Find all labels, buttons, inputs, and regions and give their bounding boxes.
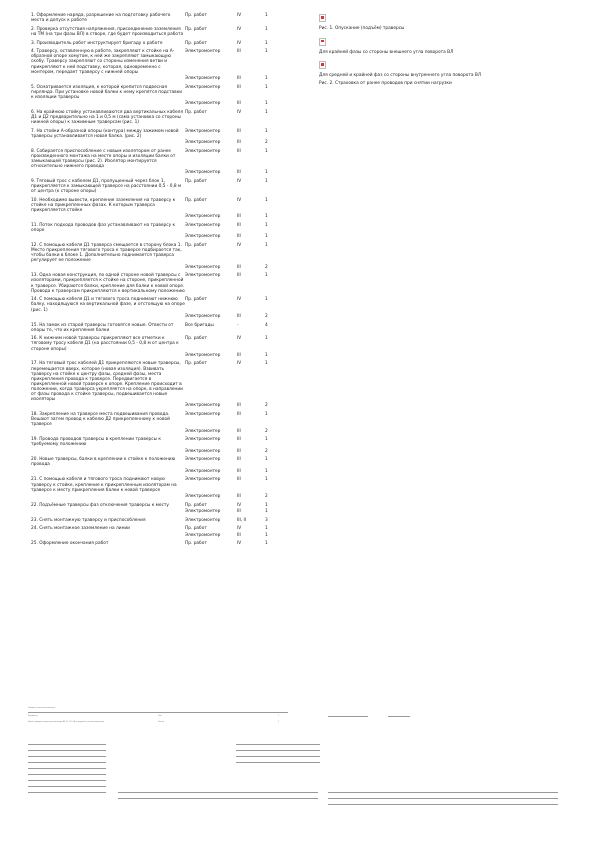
category: III — [237, 448, 241, 454]
executor: Электромонтер — [185, 273, 221, 279]
step-text: 24. Снять монтажное заземление на линии — [31, 526, 130, 532]
executor: Электромонтер — [185, 170, 221, 176]
footer-subject: Замена траверсы промежуточной опоры ВЛ 35 - 110 кВ на новую без снятия напряжения — [28, 722, 104, 723]
table-row-extra — [31, 314, 297, 319]
count: 1 — [265, 437, 268, 443]
executor: Пр. работ — [185, 541, 207, 547]
figure-image-3 — [319, 61, 569, 71]
table-row — [31, 129, 297, 139]
executor: Электромонтер — [185, 75, 221, 81]
executor: Электромонтер — [185, 49, 221, 55]
table-row — [31, 477, 297, 492]
category: III — [237, 273, 241, 279]
executor: Электромонтер — [185, 223, 221, 229]
executor: Электромонтер — [185, 101, 221, 107]
spacer — [31, 429, 185, 434]
step-text: 9. Тяговый трос с кабелем Д1, пропущенный через блок 1, прикрепляется к замыкающей траверсе на расстоянии 0,5 - 0,8 м от центра (к стороне опоры) — [31, 179, 182, 195]
executor: Электромонтер — [185, 468, 221, 474]
footer-sheets-label: Листов — [158, 722, 164, 723]
category: III — [237, 412, 241, 418]
table-row — [31, 149, 297, 169]
step-text: 15. На замок из старой траверсы готовятся новые. Отвести от опоры те, что их крепления балки — [31, 322, 174, 333]
spacer — [31, 234, 185, 239]
step-text: 25. Оформление окончания работ — [31, 541, 109, 547]
category: III — [237, 234, 241, 240]
step-text: 2. Проверка отсутствия напряжения, присоединение заземления на ТМ (на три фазы ВЛ) в створе, где будет производиться работа — [31, 26, 184, 37]
step-text: 5. Осматривается изоляция, к которой крепится подвесная гирлянда. При установке новой балки к нему крепятся подставки к изоляции траверсы — [31, 84, 183, 100]
count: 1 — [265, 468, 268, 474]
count: 1 — [265, 352, 268, 358]
category: III — [237, 352, 241, 358]
category: IV — [237, 297, 242, 303]
count: 4 — [265, 322, 268, 328]
executor: Все бригады — [185, 322, 214, 328]
executor: Электромонтер — [185, 457, 221, 463]
spacer — [31, 353, 185, 358]
table-row — [31, 457, 297, 467]
executor: Электромонтер — [185, 532, 221, 538]
step-text: 21. С помощью кабеля и тягового троса поднимают новую траверсу к стойке, крепление к прикрепленным изоляторам на траверсе к месту прикрепления балки к новой траверсе — [31, 477, 177, 493]
table-row-extra — [31, 101, 297, 106]
executor: Электромонтер — [185, 264, 221, 270]
table-row — [31, 518, 297, 523]
table-row — [31, 41, 297, 46]
table-row — [31, 273, 297, 293]
category: IV — [237, 26, 242, 32]
category: III — [237, 49, 241, 55]
step-text: 17. На тяговый трос кабелей Д1 прикрепляются новые траверсы, перемещается вверх, которое (новая изоляция). Взвивать траверсу на стойке к центру фазы, средней фазы, места прикрепления провода к траверсе. Передвигается в прикрепленной новой траверсе к опоре. Крепление происходит в положении, когда траверса укрепляется на опоре, в направлении от фазы провода к стойке траверсы, подвешивается новые изоляторы — [31, 361, 183, 403]
count: 1 — [265, 109, 268, 115]
count: 1 — [265, 223, 268, 229]
figure-image-2 — [319, 38, 569, 48]
count: 1 — [265, 541, 268, 547]
table-row-extra — [31, 76, 297, 81]
step-text: 6. На крайнюю стойку устанавливаются два вертикальных кабеля Д1 и Д2 предварительно на 1 и 0,5 м (сама установка со стороны нижней опоры) к зажимным траверсам (рис. 1) — [31, 109, 183, 125]
spacer — [31, 140, 185, 145]
category: IV — [237, 179, 242, 184]
step-text: 18. Закрепление на траверсе места подвешивания провода. Вешают затем провод к кабелю Д2 прикрепленному к новой траверсе — [31, 412, 170, 428]
table-row — [31, 243, 297, 263]
executor: Пр. работ — [185, 502, 207, 508]
category: - — [237, 322, 239, 328]
table-row — [31, 526, 297, 531]
spacer — [31, 265, 185, 270]
executor: Пр. работ — [185, 109, 207, 115]
executor: Электромонтер — [185, 234, 221, 240]
spacer — [31, 101, 185, 106]
spacer — [31, 494, 185, 499]
table-row — [31, 361, 297, 402]
executor: Электромонтер — [185, 448, 221, 454]
table-row — [31, 297, 297, 312]
category: IV — [237, 526, 242, 532]
category: III — [237, 437, 241, 443]
category: III — [237, 403, 241, 409]
step-text: 8. Собирается приспособление с новым изолятором от ранее произведенного монтажа на месте опоры и изоляции балки от замыкающей траверсы (рис. 2). Изолятор монтируется относительно нижнего провода — [31, 148, 176, 170]
broken-image-icon — [319, 38, 326, 46]
step-text: 12. С помощью кабеля Д1 траверса смещается в сторону блока 1. Место прикрепления тягового троса к траверсе подбирается так, чтобы балки в блоке 1. Дополнительно поднимается траверса регулирует ее положение — [31, 243, 182, 264]
table-row-extra — [31, 234, 297, 239]
table-row-extra — [31, 403, 297, 408]
count: 1 — [265, 234, 268, 240]
count: 1 — [265, 477, 268, 483]
category: III — [237, 148, 241, 154]
count: 1 — [265, 49, 268, 55]
executor: Пр. работ — [185, 361, 207, 367]
category: III — [237, 493, 241, 499]
table-row-extra — [31, 449, 297, 454]
table-row-extra — [31, 533, 297, 538]
count: 1 — [265, 13, 268, 18]
table-row — [31, 27, 297, 37]
category: III — [237, 428, 241, 434]
executor: Пр. работ — [185, 243, 207, 249]
category: III — [237, 313, 241, 319]
category: III — [237, 101, 241, 107]
table-row — [31, 323, 297, 333]
count: 1 — [265, 179, 268, 184]
category: IV — [237, 109, 242, 115]
table-row — [31, 110, 297, 125]
step-text: 16. К нижним новой траверсы прикрепляют все отметки к тяговому тросу кабеля Д1 (на расстоянии 0,5 - 0,8 м от центра к стороне опоры) — [31, 336, 179, 352]
table-row-extra — [31, 469, 297, 474]
executor: Электромонтер — [185, 412, 221, 418]
executor: Электромонтер — [185, 352, 221, 358]
table-row — [31, 85, 297, 100]
footer-title: Типовая технологическая карта — [28, 708, 56, 709]
count: 1 — [265, 101, 268, 107]
count: 3 — [265, 517, 268, 523]
category: III — [237, 532, 241, 538]
table-row-extra — [31, 170, 297, 175]
executor: Пр. работ — [185, 26, 207, 32]
step-text: 13. Одна новая конструкция, по одной стороне новой траверсы с изоляторами, прикрепляется к стойке на стороне, прикрепленной к траверсе. Убираются балки, крепление для балки к новой опоре. Провода к траверсам прикрепляются к вертикальному положению — [31, 273, 185, 294]
category: IV — [237, 361, 242, 367]
executor: Пр. работ — [185, 179, 207, 184]
spacer — [31, 170, 185, 175]
step-text: 20. Новые траверсы, балки в креплении к стойке к положению провода — [31, 457, 176, 468]
count: 1 — [265, 532, 268, 538]
footer-stamp-area — [28, 708, 573, 818]
spacer — [31, 469, 185, 474]
count: 1 — [265, 457, 268, 463]
table-row-extra — [31, 353, 297, 358]
category: III — [237, 84, 241, 90]
footer-sheet-label: Лист — [158, 716, 163, 717]
work-steps-table — [31, 13, 297, 550]
executor: Электромонтер — [185, 403, 221, 409]
executor: Электромонтер — [185, 517, 221, 523]
executor: Пр. работ — [185, 297, 207, 303]
count: 1 — [265, 243, 268, 249]
step-text: 10. Необходимо вывести, крепление заземления на траверсу к стойке на прикрепленных фазах. К которым траверса прикрепляется стойке — [31, 197, 176, 214]
category: III — [237, 128, 241, 134]
category: IV — [237, 336, 242, 342]
table-row-extra — [31, 140, 297, 145]
spacer — [31, 76, 185, 81]
executor: Электромонтер — [185, 84, 221, 90]
table-row-extra — [31, 429, 297, 434]
executor: Электромонтер — [185, 313, 221, 319]
executor: Электромонтер — [185, 508, 221, 514]
category: IV — [237, 541, 242, 547]
step-text: 23. Снять монтажную траверсу и приспособления — [31, 517, 146, 523]
executor: Электромонтер — [185, 148, 221, 154]
figure-note-outer-phase: Для крайней фазы со стороны внешнего угла поворота ВЛ — [319, 49, 454, 55]
executor: Электромонтер — [185, 477, 221, 483]
category: IV — [237, 243, 242, 249]
footer-author: Разработал — [28, 716, 38, 717]
category: III — [237, 214, 241, 220]
table-row — [31, 223, 297, 233]
table-row-extra — [31, 494, 297, 499]
broken-image-icon — [319, 14, 326, 22]
step-text: 14. С помощью кабеля Д1 и тягового троса поднимают нижнюю балку, находящуюся на вертикальной фазе, и отстоящую на опоре (рис. 1) — [31, 297, 185, 313]
step-text: 1. Оформление наряда, разрешение на подготовку рабочего места и допуск к работе — [31, 13, 171, 24]
count: 2 — [265, 448, 268, 454]
footer-sheet-number: 1 — [278, 716, 280, 717]
count: 1 — [265, 75, 268, 81]
category: III — [237, 508, 241, 514]
count: 1 — [265, 273, 268, 279]
category: IV — [237, 13, 242, 18]
table-row — [31, 336, 297, 351]
executor: Пр. работ — [185, 13, 207, 18]
category: III — [237, 468, 241, 474]
table-row — [31, 198, 297, 213]
step-text: 22. Подъёмные траверсы фаз отключения траверсы к месту — [31, 502, 169, 508]
spacer — [31, 214, 185, 219]
table-row — [31, 412, 297, 427]
count: 1 — [265, 214, 268, 220]
category: III — [237, 477, 241, 483]
count: 1 — [265, 26, 268, 32]
category: III, II — [237, 517, 247, 523]
category: III — [237, 75, 241, 81]
executor: Пр. работ — [185, 40, 207, 46]
count: 1 — [265, 148, 268, 154]
step-text: 7. На стойки А-образной опоры (контура) между зажимом новой траверсы устанавливается новая балка. (рис. 2) — [31, 128, 179, 139]
step-text: 4. Траверсу, оставленную в работе, закрепляют к стойке на А-образной опоре хомутом, к ней же закрепляют замыкающую скобу. Траверсу закрепляют со стороны изменения ветви и прикрепляют к ней подставку, которая, одновременно с монтером, передает траверсу с нижней опоры — [31, 49, 175, 75]
category: III — [237, 223, 241, 229]
figure-caption-2: Рис. 2. Страховка от ранее проводов при снятии нагрузки — [319, 80, 452, 86]
count: 1 — [265, 336, 268, 342]
count: 1 — [265, 40, 268, 46]
category: III — [237, 140, 241, 146]
executor: Электромонтер — [185, 140, 221, 146]
table-row — [31, 503, 297, 508]
footer-sheets-number: 2 — [278, 722, 280, 723]
table-row-extra — [31, 265, 297, 270]
table-row-extra — [31, 214, 297, 219]
spacer — [31, 533, 185, 538]
table-row — [31, 541, 297, 546]
category: III — [237, 457, 241, 463]
category: IV — [237, 502, 242, 508]
count: 2 — [265, 428, 268, 434]
spacer — [31, 449, 185, 454]
count: 1 — [265, 170, 268, 176]
table-row — [31, 437, 297, 447]
executor: Пр. работ — [185, 336, 207, 342]
count: 2 — [265, 140, 268, 146]
table-row — [31, 13, 297, 23]
table-row — [31, 49, 297, 74]
executor: Электромонтер — [185, 428, 221, 434]
count: 1 — [265, 84, 268, 90]
category: IV — [237, 40, 242, 46]
category: III — [237, 170, 241, 176]
figure-notes — [319, 14, 569, 88]
category: III — [237, 264, 241, 270]
count: 1 — [265, 502, 268, 508]
count: 1 — [265, 128, 268, 134]
count: 1 — [265, 412, 268, 418]
executor: Электромонтер — [185, 437, 221, 443]
figure-note-inner-phases: Для средней и крайней фаз со стороны внутреннего угла поворота ВЛ — [319, 73, 482, 79]
broken-image-icon — [319, 61, 326, 69]
step-text: 3. Производитель работ инструктирует бригаду о работе — [31, 40, 163, 46]
executor: Пр. работ — [185, 197, 207, 203]
count: 1 — [265, 297, 268, 303]
count: 2 — [265, 403, 268, 409]
executor: Пр. работ — [185, 526, 207, 532]
executor: Электромонтер — [185, 493, 221, 499]
count: 1 — [265, 526, 268, 532]
table-row — [31, 179, 297, 194]
spacer — [31, 403, 185, 408]
step-text: 11. Поток подхода проводов фаз устанавливают на траверсу к опоре — [31, 223, 176, 234]
count: 2 — [265, 493, 268, 499]
spacer — [31, 314, 185, 319]
executor: Электромонтер — [185, 128, 221, 134]
count: 2 — [265, 264, 268, 270]
figure-image-1 — [319, 14, 569, 24]
category: IV — [237, 197, 242, 203]
count: 1 — [265, 197, 268, 203]
executor: Электромонтер — [185, 214, 221, 220]
count: 2 — [265, 313, 268, 319]
step-text: 19. Провода проводов траверсы в креплении траверсы к требуемому положению — [31, 437, 161, 448]
table-row-extra — [31, 509, 297, 514]
count: 1 — [265, 508, 268, 514]
figure-caption-1: Рис. 1. Опускание (подъём) траверсы — [319, 26, 405, 32]
count: 1 — [265, 361, 268, 367]
spacer — [31, 509, 185, 514]
